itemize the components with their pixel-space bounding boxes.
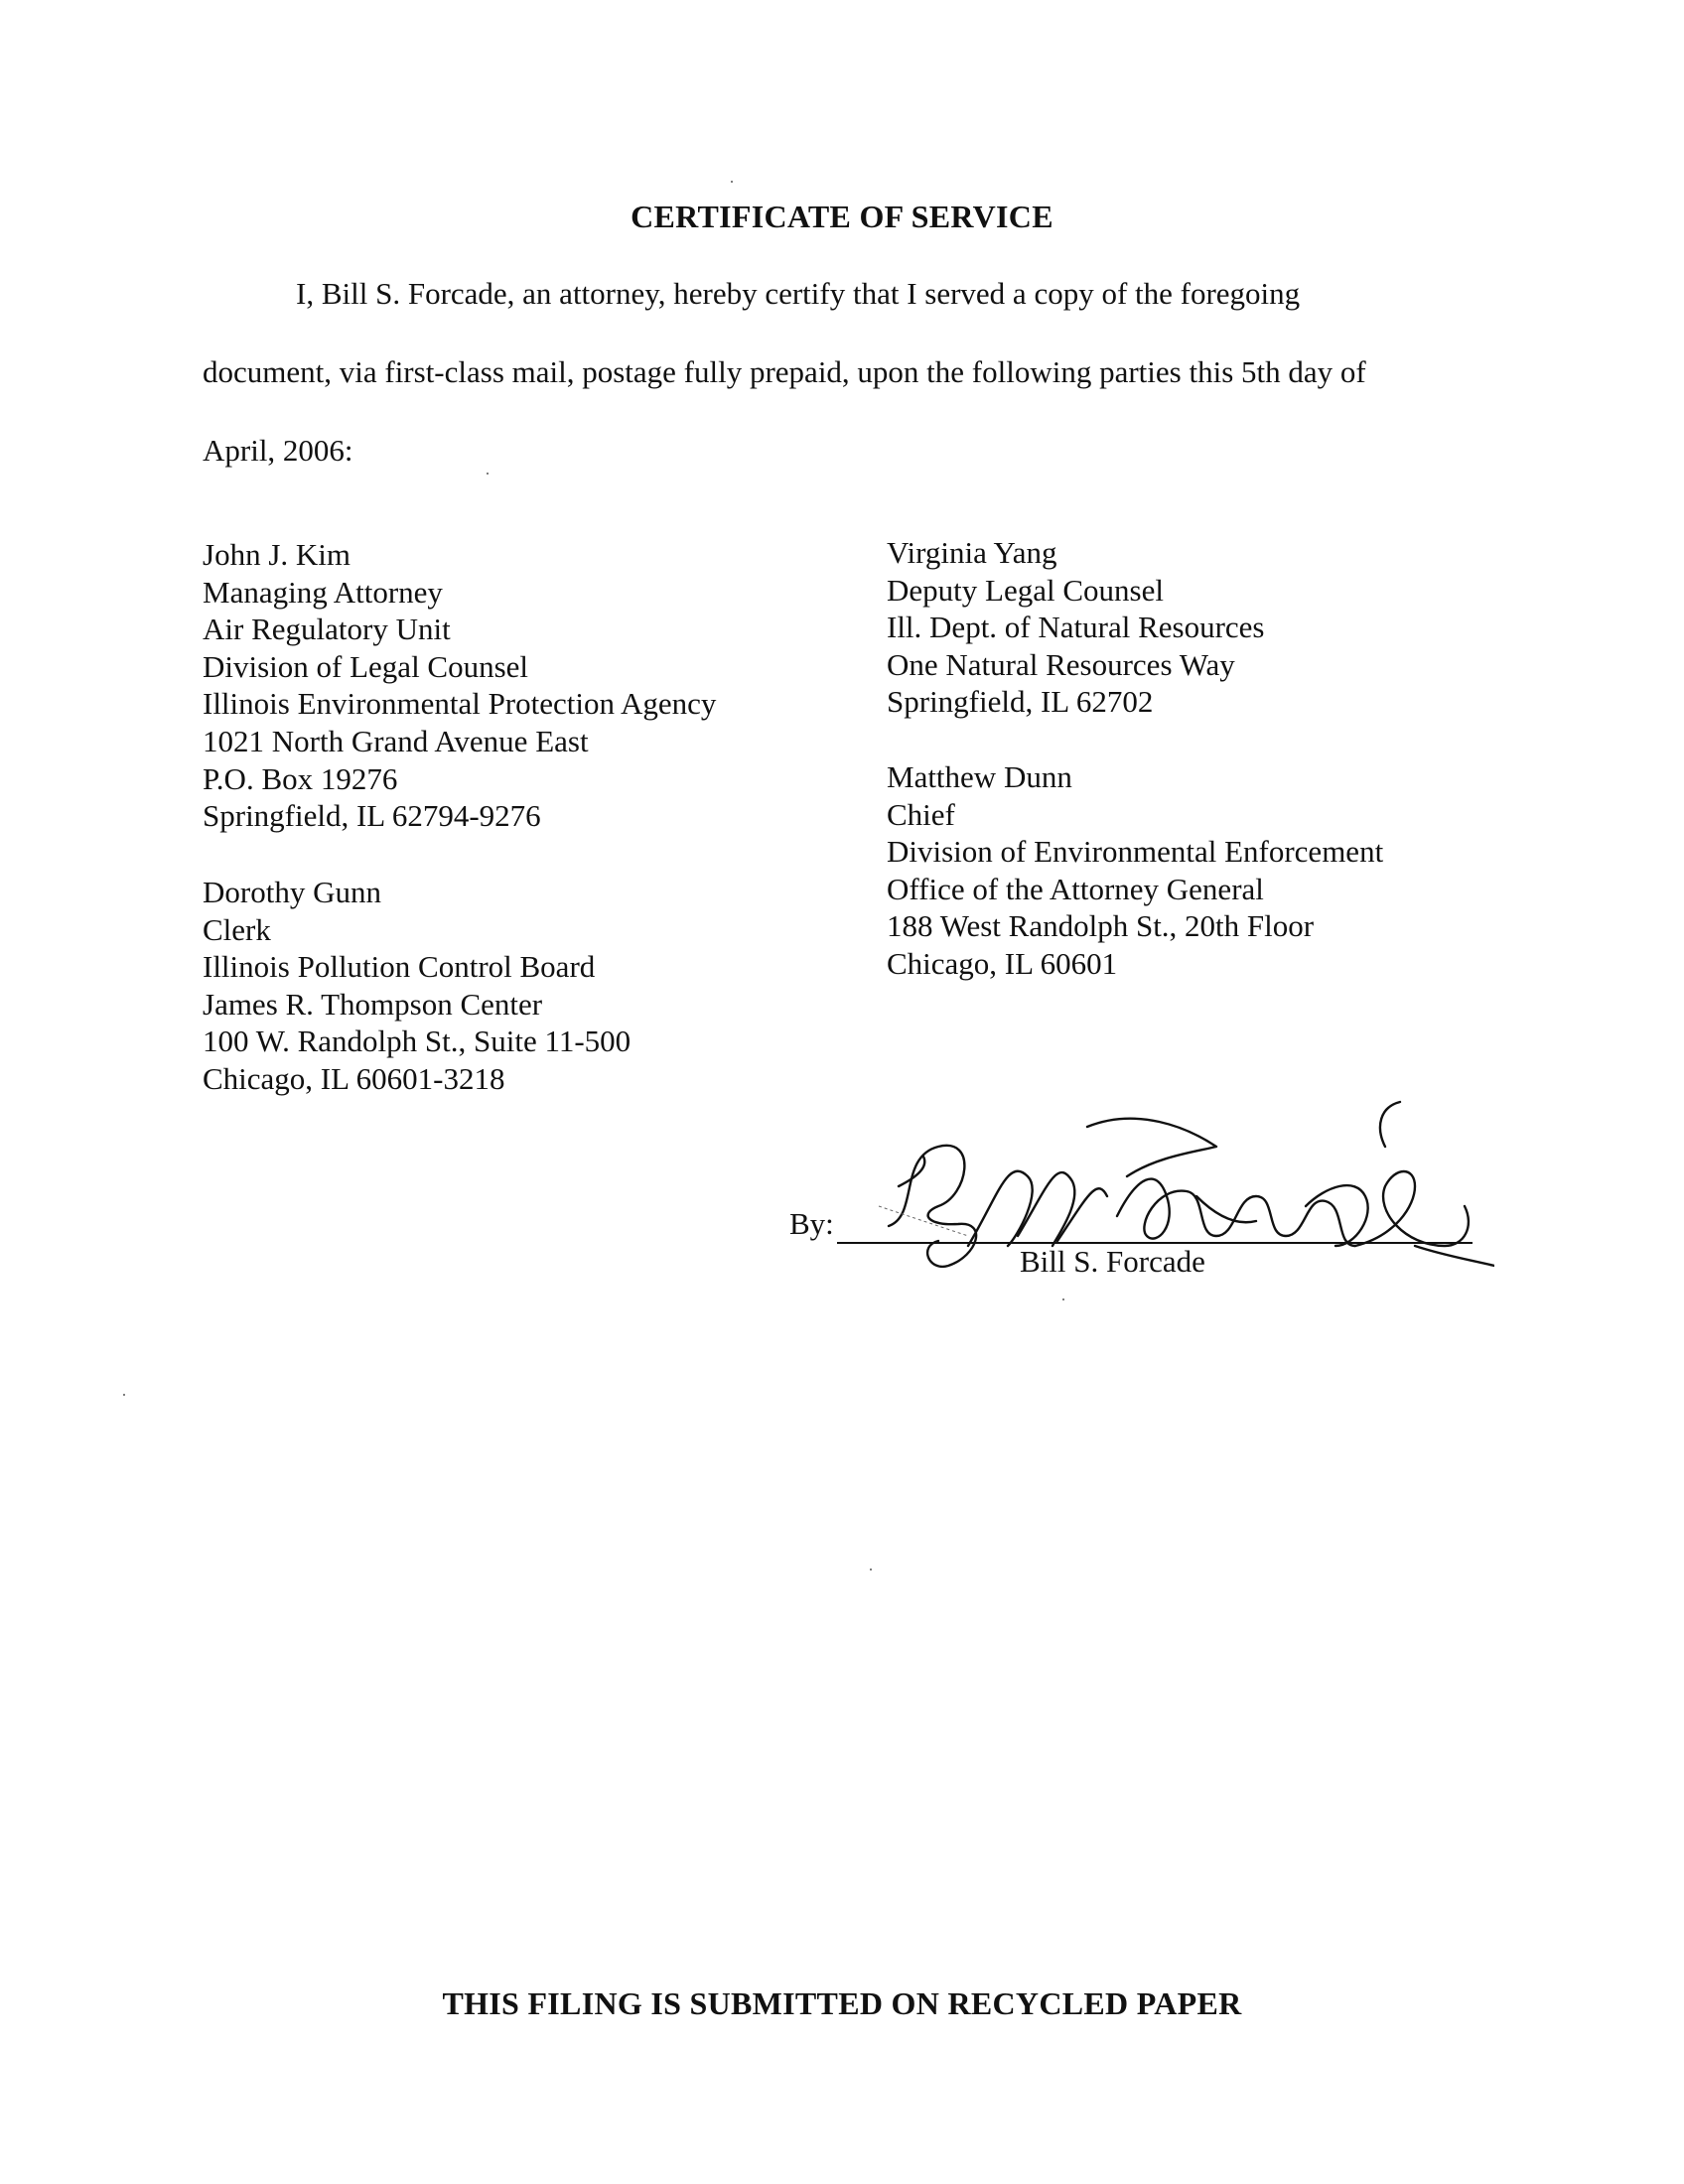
address-line: John J. Kim — [203, 537, 351, 572]
address-line: Virginia Yang — [887, 535, 1057, 570]
recipient-address-yang — [887, 534, 1265, 721]
scan-speck — [487, 473, 489, 475]
address-line: 100 W. Randolph St., Suite 11-500 — [203, 1024, 632, 1059]
address-line: Illinois Environmental Protection Agency — [203, 686, 717, 722]
address-line: Dorothy Gunn — [203, 875, 381, 909]
certification-line-3: April, 2006: — [203, 433, 353, 468]
address-line: Office of the Attorney General — [887, 871, 1264, 906]
address-line: Clerk — [203, 911, 271, 947]
address-line: 1021 North Grand Avenue East — [203, 723, 589, 758]
address-line: 188 West Randolph St., 20th Floor — [887, 908, 1315, 944]
address-line: Managing Attorney — [203, 574, 443, 610]
address-line: Division of Environmental Enforcement — [887, 834, 1384, 870]
certification-line-1: I, Bill S. Forcade, an attorney, hereby certify that I served a copy of the foregoing — [296, 276, 1301, 311]
address-line: Division of Legal Counsel — [203, 648, 529, 684]
address-line: Deputy Legal Counsel — [887, 572, 1164, 608]
handwritten-signature — [859, 1097, 1494, 1286]
address-line: Ill. Dept. of Natural Resources — [887, 610, 1265, 645]
page-title: CERTIFICATE OF SERVICE — [631, 199, 1053, 234]
address-line: Matthew Dunn — [887, 759, 1072, 794]
recipient-address-dunn — [887, 758, 1383, 983]
scan-speck — [731, 181, 733, 183]
scan-speck — [123, 1394, 125, 1396]
scan-speck — [1062, 1298, 1064, 1300]
address-line: P.O. Box 19276 — [203, 760, 398, 796]
address-line: Springfield, IL 62702 — [887, 684, 1154, 720]
address-line: One Natural Resources Way — [887, 646, 1235, 682]
address-line: Air Regulatory Unit — [203, 612, 451, 647]
address-line: Illinois Pollution Control Board — [203, 949, 596, 985]
recipient-address-kim — [203, 536, 716, 835]
address-line: Chicago, IL 60601-3218 — [203, 1060, 505, 1096]
scan-speck — [870, 1569, 872, 1570]
signer-name: Bill S. Forcade — [1020, 1244, 1205, 1279]
certification-line-2: document, via first-class mail, postage fully prepaid, upon the following parties this 5th day of — [203, 354, 1366, 389]
address-line: Chicago, IL 60601 — [887, 945, 1118, 981]
recipient-address-gunn — [203, 874, 631, 1098]
address-line: Chief — [887, 796, 955, 832]
address-line: James R. Thompson Center — [203, 986, 543, 1022]
footer-notice: THIS FILING IS SUBMITTED ON RECYCLED PAPER — [442, 1985, 1242, 2021]
signature-block — [789, 1097, 1504, 1296]
address-line: Springfield, IL 62794-9276 — [203, 798, 541, 834]
by-label: By: — [789, 1206, 834, 1241]
